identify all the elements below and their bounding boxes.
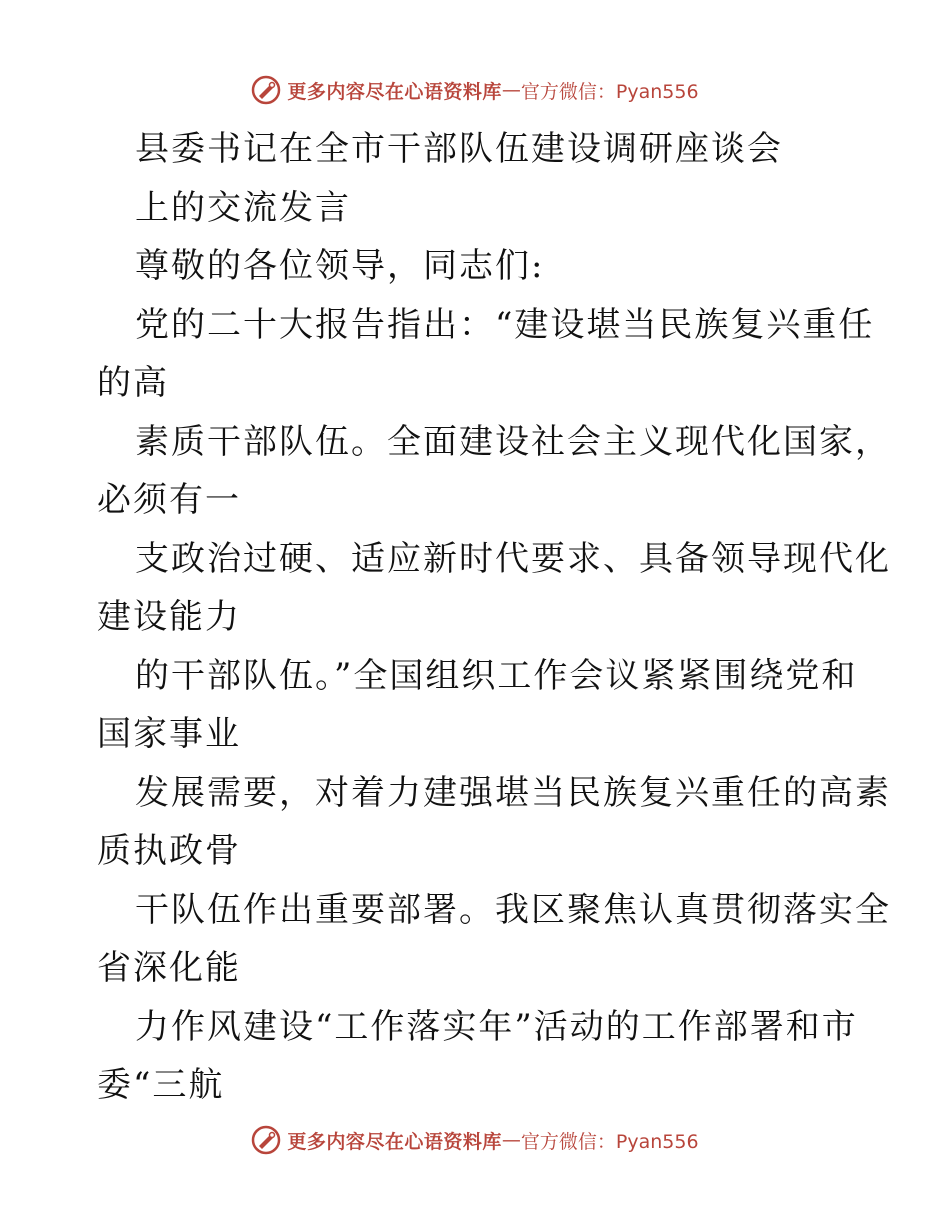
paragraph-line: 质执政骨 bbox=[97, 831, 241, 871]
banner-text: 更多内容尽在心语资料库 bbox=[287, 80, 502, 103]
brand-logo-icon bbox=[251, 1125, 281, 1155]
banner-wechat: 官方微信：Pyan556 bbox=[520, 80, 699, 103]
paragraph-line: 力作风建设“工作落实年”活动的工作部署和市 bbox=[135, 1006, 858, 1047]
paragraph-line: 支政治过硬、适应新时代要求、具备领导现代化 bbox=[135, 538, 891, 579]
banner-separator: — bbox=[501, 79, 521, 101]
paragraph-line: 国家事业 bbox=[97, 714, 241, 754]
title-line-2: 上的交流发言 bbox=[135, 187, 351, 228]
banner-wechat: 官方微信：Pyan556 bbox=[520, 1130, 699, 1153]
paragraph-line: 建设能力 bbox=[97, 597, 241, 637]
paragraph-line: 党的二十大报告指出：“建设堪当民族复兴重任 bbox=[135, 304, 875, 345]
paragraph-line: 发展需要，对着力建强堪当民族复兴重任的高素 bbox=[135, 772, 891, 813]
title-line-1: 县委书记在全市干部队伍建设调研座谈会 bbox=[135, 129, 783, 169]
banner-separator: — bbox=[501, 1129, 521, 1151]
header-banner bbox=[0, 70, 950, 110]
banner-text: 更多内容尽在心语资料库 bbox=[287, 1130, 502, 1153]
paragraph-line: 省深化能 bbox=[97, 948, 241, 988]
brand-logo-icon bbox=[251, 75, 281, 105]
paragraph-line: 的高 bbox=[97, 363, 169, 403]
paragraph-line: 素质干部队伍。全面建设社会主义现代化国家， bbox=[135, 421, 891, 462]
document-body bbox=[97, 120, 891, 1115]
paragraph-line: 委“三航 bbox=[97, 1065, 225, 1105]
salutation: 尊敬的各位领导，同志们: bbox=[135, 246, 545, 286]
paragraph-line: 必须有一 bbox=[97, 480, 241, 520]
paragraph-line: 的干部队伍。”全国组织工作会议紧紧围绕党和 bbox=[135, 655, 858, 696]
footer-banner bbox=[0, 1120, 950, 1160]
paragraph-line: 干队伍作出重要部署。我区聚焦认真贯彻落实全 bbox=[135, 889, 891, 930]
